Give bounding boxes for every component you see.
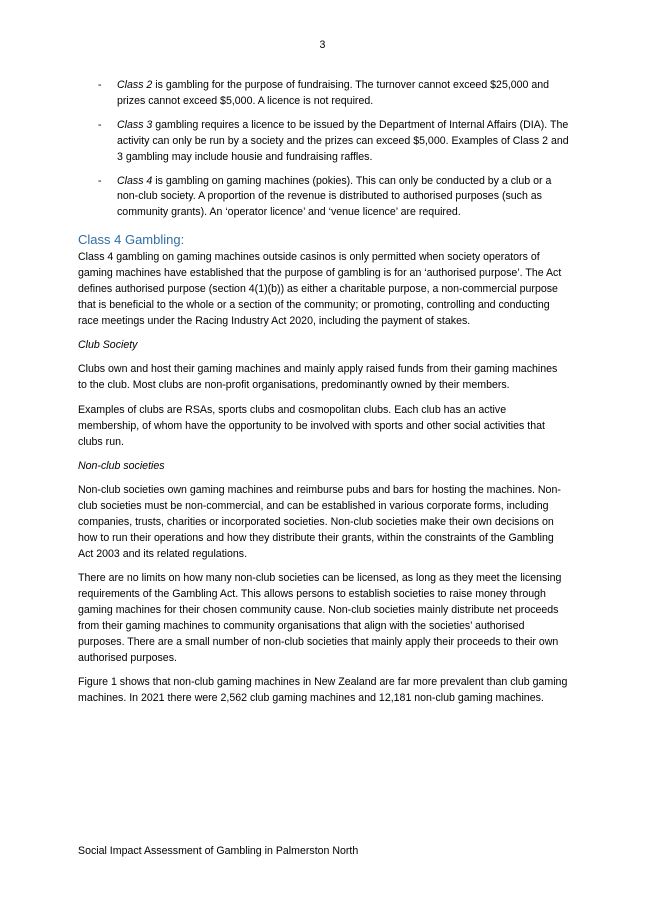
non-club-subheading: Non-club societies xyxy=(78,459,165,472)
class-term: Class 2 xyxy=(117,79,153,91)
list-item xyxy=(78,174,570,222)
non-club-paragraph-2: There are no limits on how many non-club societies can be licensed, as long as they meet the licensing requirements of the Gambling Act. This allows persons to establish societies to raise money through gaming machines for their chosen community cause. Non-club societies mainly distribute net proceeds from their gaming machines to community organisations that align with the societies’ authorised purposes. There are a small number of non-club societies that mainly apply their proceeds to their own authorised purposes. xyxy=(78,572,562,664)
class-term: Class 3 xyxy=(117,118,153,131)
list-item xyxy=(78,118,570,166)
class-description: gambling requires a licence to be issued by the Department of Internal Affairs (DIA). The activity can only be run by a society and the prizes can exceed $5,000. Examples of Class 2 and 3 gambling may include housie and fundraising raffles. xyxy=(117,118,569,163)
class-term: Class 4 xyxy=(117,174,153,187)
class-description: is gambling for the purpose of fundraising. The turnover cannot exceed $25,000 and prizes cannot exceed $5,000. A licence is not required. xyxy=(117,79,550,107)
figure-reference-paragraph: Figure 1 shows that non-club gaming machines in New Zealand are far more prevalent than club gaming machines. In 2021 there were 2,562 club gaming machines and 12,181 non-club gaming machines. xyxy=(78,676,568,705)
bullet-dash: - xyxy=(98,79,102,91)
club-society-subheading: Club Society xyxy=(78,339,138,352)
list-item xyxy=(78,78,570,110)
non-club-paragraph-1: Non-club societies own gaming machines and reimburse pubs and bars for hosting the machines. Non-club societies must be non-commercial, and can be established in various corporate forms, including companies, trusts, charities or incorporated societies. Non-club societies make their own decisions on how to run their operations and how they distribute their grants, within the constraints of the Gambling Act 2003 and its related regulations. xyxy=(78,484,561,560)
body-text xyxy=(78,250,568,716)
bullet-dash: - xyxy=(98,174,102,187)
class-list xyxy=(78,78,570,229)
intro-paragraph: Class 4 gambling on gaming machines outside casinos is only permitted when society operators of gaming machines have established that the purpose of gambling is for an ‘authorised purpose’. The Act defines authorised purpose (section 4(1)(b)) as either a charitable purpose, a non-commercial purpose that is beneficial to the whole or a section of the community; or promoting, controlling and conducting race meetings under the Racing Industry Act 2020, including the payment of stakes. xyxy=(78,251,562,327)
page-number: 3 xyxy=(319,39,326,51)
section-heading: Class 4 Gambling: xyxy=(78,232,185,247)
bullet-dash: - xyxy=(98,118,102,131)
class-description: is gambling on gaming machines (pokies). This can only be conducted by a club or a non-club society. A proportion of the revenue is distributed to authorised purposes (such as community grants). An ‘operator licence’ and ‘venue licence’ are required. xyxy=(117,174,552,219)
page-footer: Social Impact Assessment of Gambling in Palmerston North xyxy=(78,845,359,857)
club-paragraph-2: Examples of clubs are RSAs, sports clubs and cosmopolitan clubs. Each club has an active membership, of whom have the opportunity to be involved with sports and other social activities that clubs run. xyxy=(78,403,545,448)
club-paragraph-1: Clubs own and host their gaming machines and mainly apply raised funds from their gaming machines to the club. Most clubs are non-profit organisations, predominantly owned by their members. xyxy=(78,363,558,392)
